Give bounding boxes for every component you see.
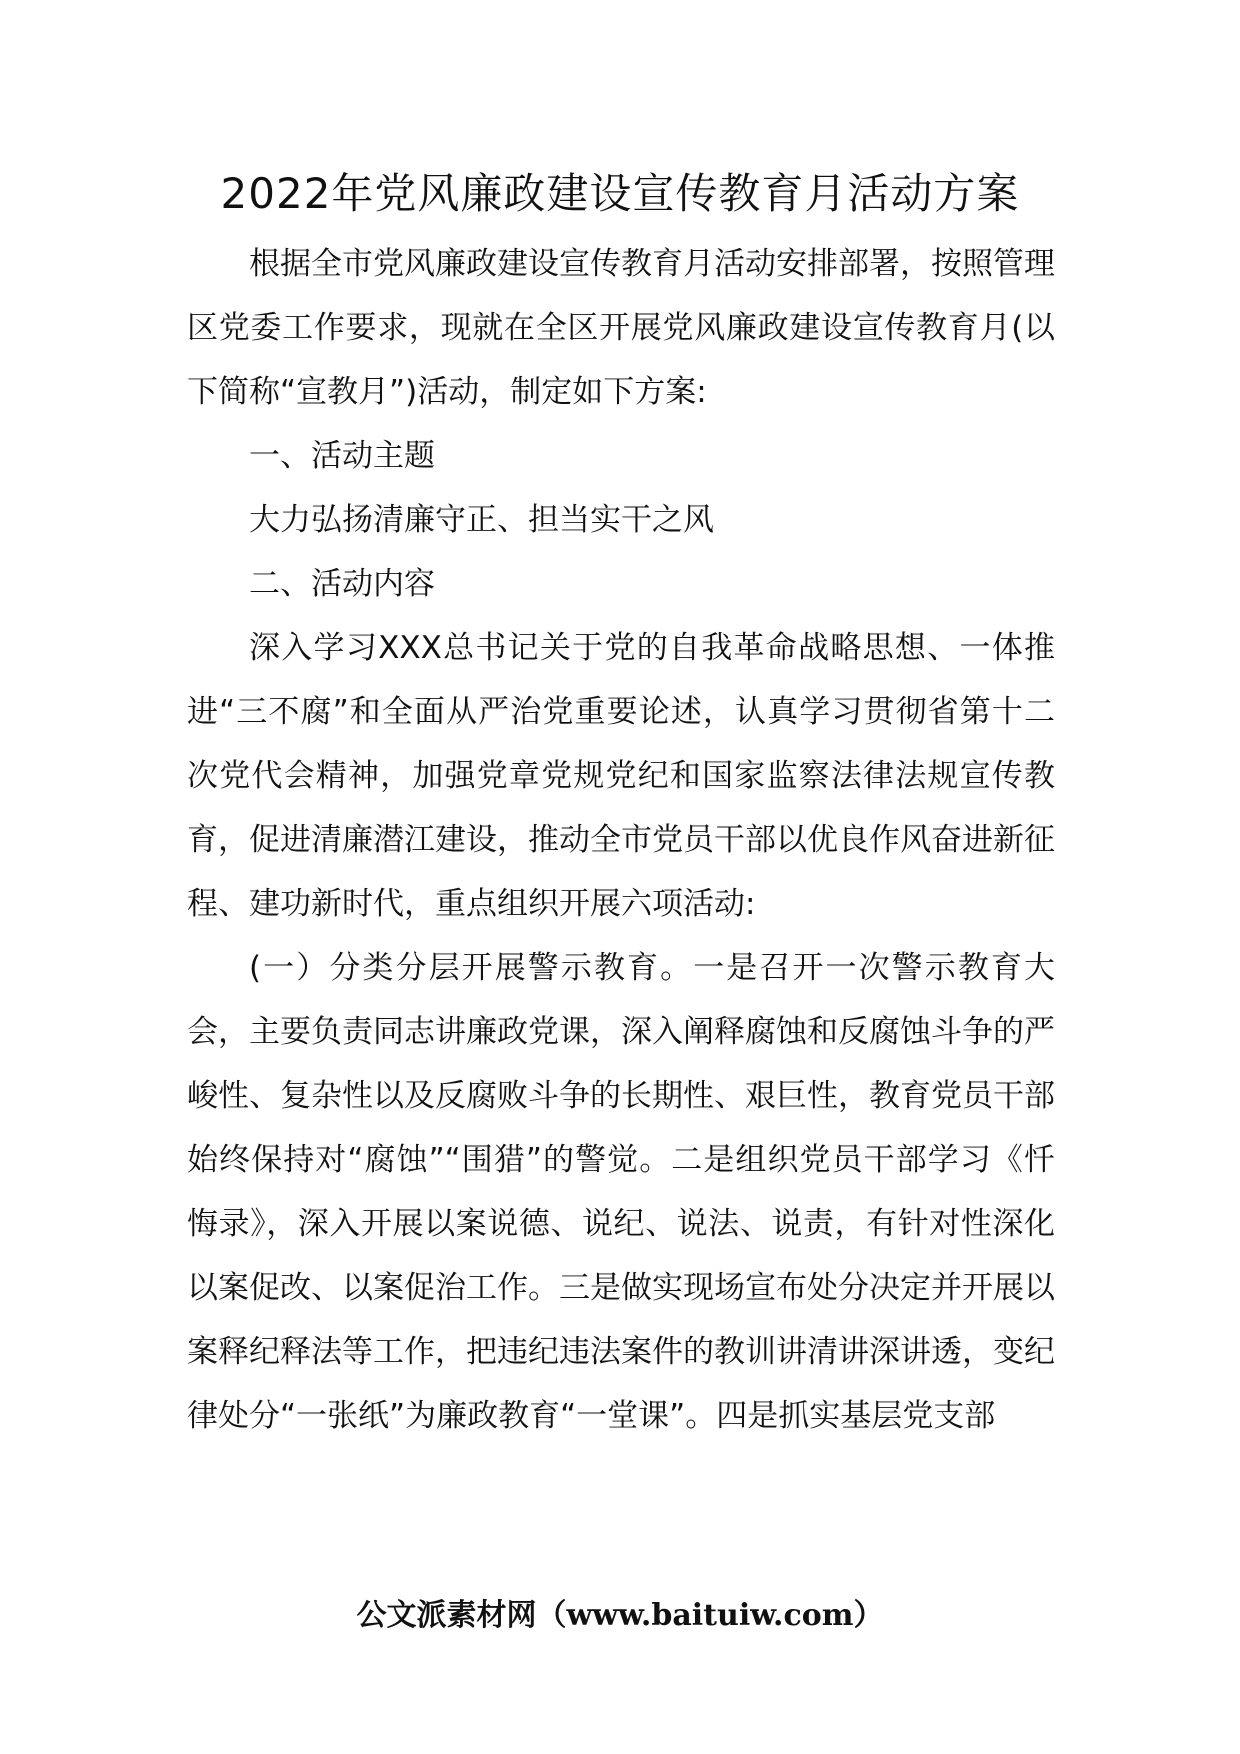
section-heading-theme: 一、活动主题 (249, 438, 435, 474)
footer-watermark: 公文派素材网（www.baituiw.com） (356, 1598, 884, 1633)
paragraph-warning-education: (一）分类分层开展警示教育。一是召开一次警示教育大会，主要负责同志讲廉政党课，深入阐释腐蚀和反腐蚀斗争的严峻性、复杂性以及反腐败斗争的长期性、艰巨性，教育党员干部始终保持对“腐蚀”“围猎”的警觉。二是组织党员干部学习《忏悔录》，深入开展以案说德、说纪、说法、说责，有针对性深化以案促改、以案促治工作。三是做实现场宣布处分决定并开展以案释纪释法等工作，把违纪违法案件的教训讲清讲深讲透，变纪律处分“一张纸”为廉政教育“一堂课”。四是抓实基层党支部 (187, 950, 1055, 1434)
paragraph-intro: 根据全市党风廉政建设宣传教育月活动安排部署，按照管理区党委工作要求，现就在全区开展党风廉政建设宣传教育月(以下简称“宣教月”)活动，制定如下方案: (187, 246, 1055, 410)
paragraph-theme: 大力弘扬清廉守正、担当实干之风 (249, 502, 714, 538)
document-body (187, 232, 1055, 1448)
section-heading-content: 二、活动内容 (249, 566, 435, 602)
paragraph-content: 深入学习XXX总书记关于党的自我革命战略思想、一体推进“三不腐”和全面从严治党重要论述，认真学习贯彻省第十二次党代会精神，加强党章党规党纪和国家监察法律法规宣传教育，促进清廉潜江建设，推动全市党员干部以优良作风奋进新征程、建功新时代，重点组织开展六项活动: (187, 630, 1055, 922)
document-title: 2022年党风廉政建设宣传教育月活动方案 (220, 169, 1020, 218)
